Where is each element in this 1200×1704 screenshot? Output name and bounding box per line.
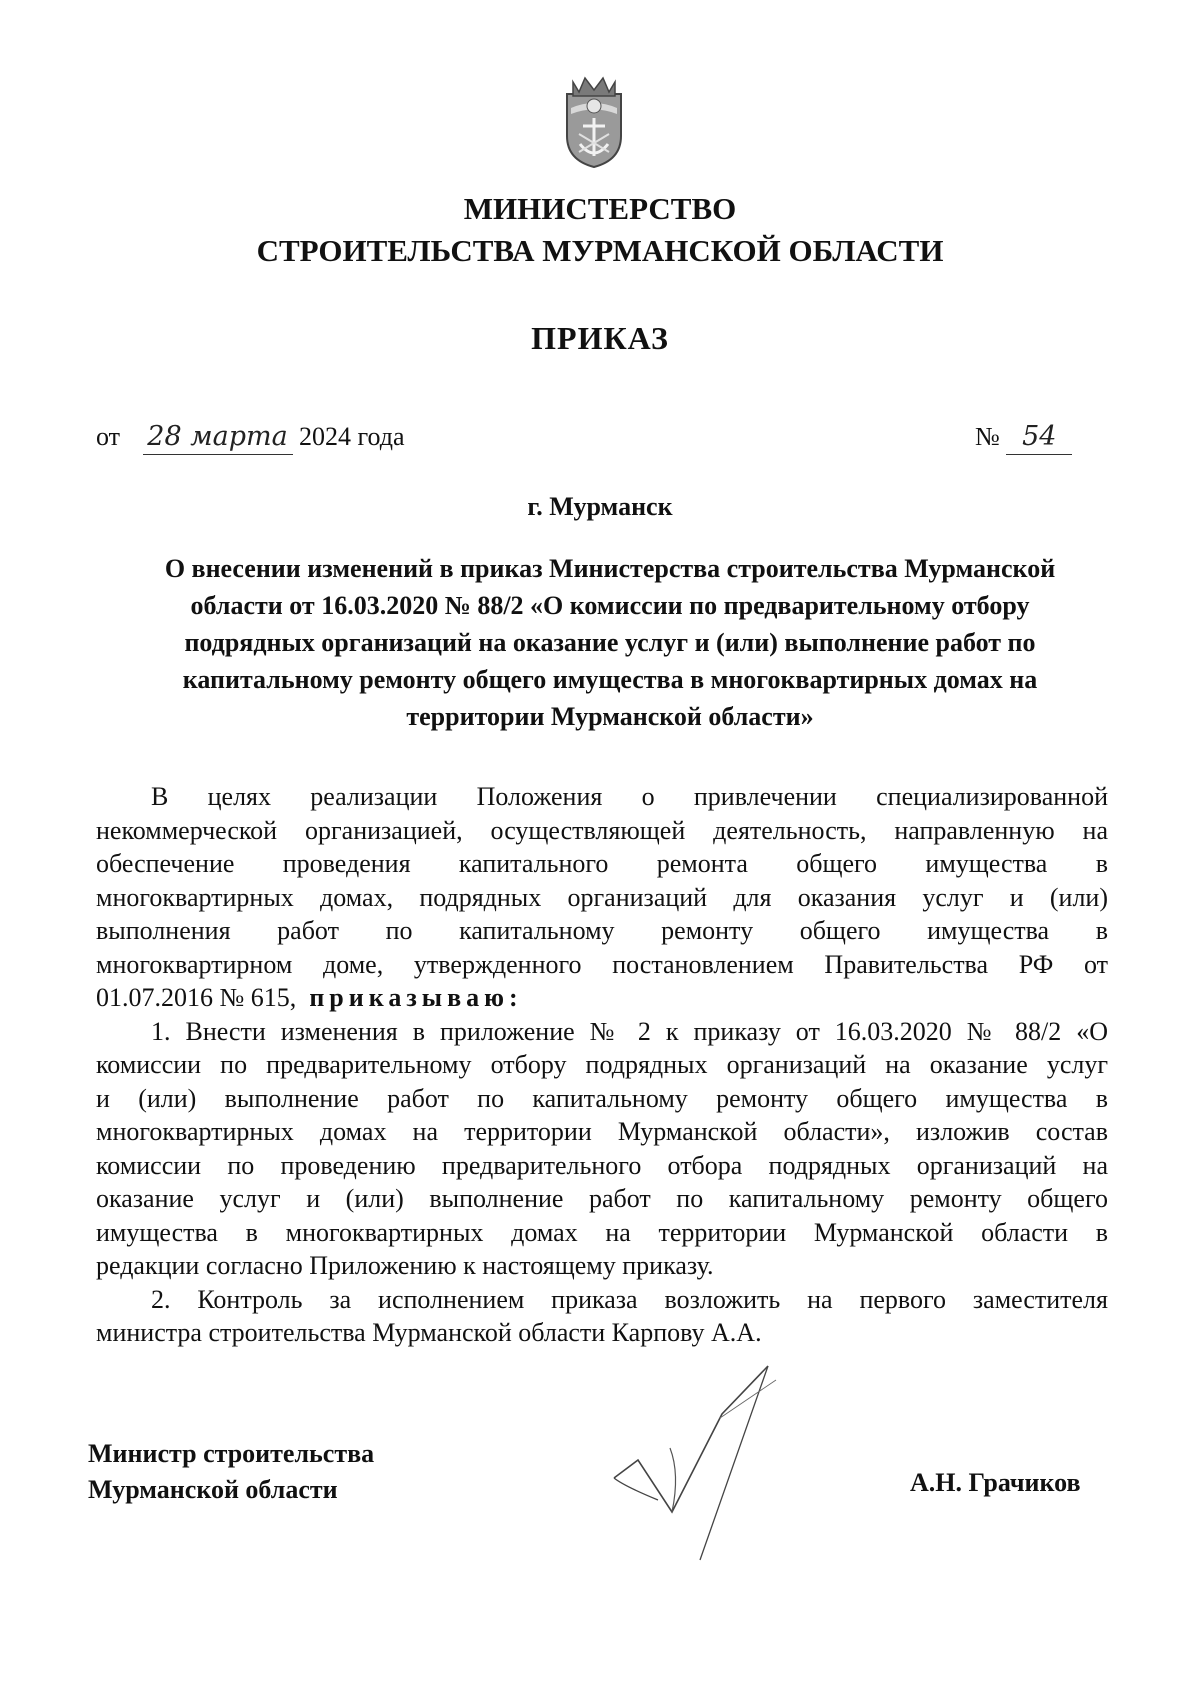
coat-of-arms-icon bbox=[563, 74, 625, 170]
body-line: выполнения работ по капитальному ремонту общего имущества в bbox=[96, 916, 1108, 945]
number-prefix: № bbox=[975, 422, 1000, 451]
handwritten-date: 28 марта bbox=[143, 420, 293, 455]
signer-position bbox=[88, 1436, 374, 1508]
subject-line: О внесении изменений в приказ Министерства строительства Мурманской bbox=[164, 554, 1056, 583]
signer-name: А.Н. Грачиков bbox=[910, 1468, 1081, 1497]
signer-position-line: Мурманской области bbox=[88, 1475, 338, 1504]
body-line-with-keyword bbox=[96, 981, 1108, 1015]
body-line: обеспечение проведения капитального ремонта общего имущества в bbox=[96, 849, 1108, 878]
body-line: многоквартирных домах, подрядных организаций для оказания услуг и (или) bbox=[96, 882, 1108, 912]
body-line: имущества в многоквартирных домах на территории Мурманской области в bbox=[96, 1217, 1108, 1247]
body-line: комиссии по предварительному отбору подрядных организаций на оказание услуг bbox=[96, 1050, 1108, 1079]
body-line: и (или) выполнение работ по капитальному ремонту общего имущества в bbox=[96, 1083, 1108, 1113]
body-line: некоммерческой организацией, осуществляющей деятельность, направленную на bbox=[96, 815, 1108, 845]
document-type-title: ПРИКАЗ bbox=[531, 320, 669, 356]
order-subject bbox=[120, 550, 1100, 735]
body-line: 2. Контроль за исполнением приказа возложить на первого заместителя bbox=[151, 1284, 1108, 1314]
body-line: редакции согласно Приложению к настоящему приказу. bbox=[96, 1251, 714, 1280]
order-keyword: приказываю: bbox=[309, 983, 523, 1012]
body-line: В целях реализации Положения о привлечении специализированной bbox=[151, 782, 1108, 811]
body-line: министра строительства Мурманской области Карпову А.А. bbox=[96, 1318, 762, 1347]
order-number bbox=[975, 420, 1072, 455]
order-date bbox=[96, 420, 405, 455]
body-line: 1. Внести изменения в приложение № 2 к приказу от 16.03.2020 № 88/2 «О bbox=[151, 1016, 1108, 1046]
city-name: г. Мурманск bbox=[527, 492, 673, 521]
handwritten-signature-icon bbox=[600, 1362, 840, 1562]
date-prefix: от bbox=[96, 422, 121, 451]
subject-line: подрядных организаций на оказание услуг и (или) выполнение работ по bbox=[184, 628, 1036, 657]
subject-line: капитальному ремонту общего имущества в многоквартирных домах на bbox=[182, 665, 1038, 694]
date-year: 2024 года bbox=[299, 422, 405, 451]
subject-line: территории Мурманской области» bbox=[406, 702, 814, 731]
order-body bbox=[96, 780, 1108, 1350]
body-line: многоквартирном доме, утвержденного постановлением Правительства РФ от bbox=[96, 949, 1108, 979]
ministry-name-line1: МИНИСТЕРСТВО bbox=[463, 191, 737, 226]
body-line: 01.07.2016 № 615, bbox=[96, 983, 297, 1012]
body-line: комиссии по проведению предварительного отбора подрядных организаций на bbox=[96, 1150, 1108, 1180]
subject-line: области от 16.03.2020 № 88/2 «О комиссии по предварительному отбору bbox=[190, 591, 1030, 620]
body-line: многоквартирных домах на территории Мурманской области», изложив состав bbox=[96, 1117, 1108, 1146]
body-line: оказание услуг и (или) выполнение работ по капитальному ремонту общего bbox=[96, 1184, 1108, 1213]
ministry-name-line2: СТРОИТЕЛЬСТВА МУРМАНСКОЙ ОБЛАСТИ bbox=[256, 233, 944, 268]
signer-position-line: Министр строительства bbox=[88, 1439, 375, 1468]
handwritten-number: 54 bbox=[1006, 420, 1072, 455]
